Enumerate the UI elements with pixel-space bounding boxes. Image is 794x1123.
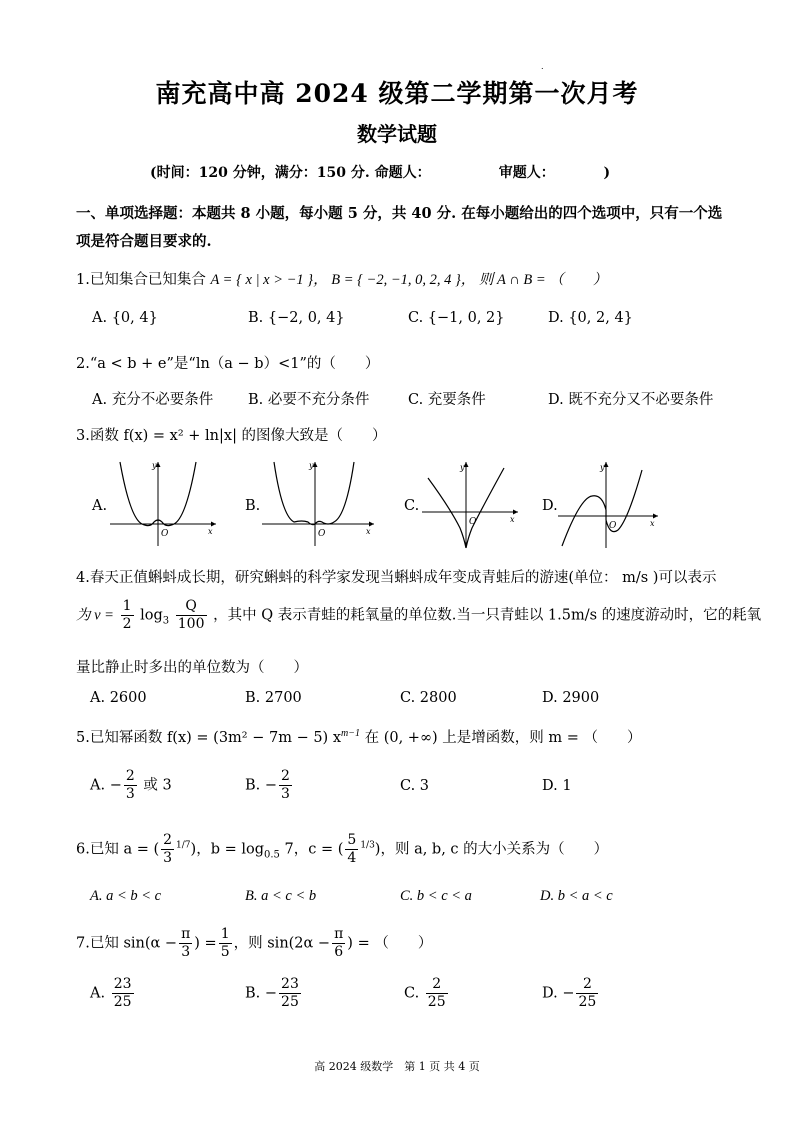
q6-option-d: D. b < a < c bbox=[540, 888, 613, 904]
page-footer: 高 2024 级数学 第 1 页 共 4 页 bbox=[314, 1060, 480, 1073]
question-2: 2.“a < b + e”是“ln（a − b）<1”的（ ） bbox=[76, 356, 380, 372]
q5-option-c: C. 3 bbox=[400, 778, 430, 794]
q4-line-2-post: ，其中 Q 表示青蛙的耗氧量的单位数.当一只青蛙以 1.5m/s 的速度游动时，它的耗氧 bbox=[213, 607, 762, 624]
q5-option-b: B. − $\frac{2}{3}$ bbox=[245, 768, 290, 802]
q4-fraction-q: $\frac{Q}{100}$ bbox=[177, 598, 205, 632]
q4-option-c: C. 2800 bbox=[400, 690, 457, 706]
section-heading: 一、单项选择题：本题共 8 小题，每小题 5 分，共 40 分. 在每小题给出的四个选项中，只有一个选项是符合题目要求的. bbox=[76, 205, 723, 250]
q1-option-d: D. {0, 2, 4} bbox=[548, 310, 633, 326]
q3-graph-c bbox=[420, 458, 522, 550]
q6-option-c: C. b < c < a bbox=[400, 888, 472, 904]
svg-text:O: O bbox=[469, 517, 477, 527]
q4-log: log bbox=[140, 607, 163, 624]
q4-log-base: 3 bbox=[162, 615, 170, 627]
exam-subtitle: 数学试题 bbox=[357, 122, 437, 146]
exam-title: 南充高中高 2024 级第二学期第一次月考 bbox=[155, 79, 639, 108]
q2-option-d: D. 既不充分又不必要条件 bbox=[548, 392, 714, 408]
question-7: 7.已知 sin(α − $\frac{\pi}{3}$ ) = $\frac{1}{5}$ ，则 sin(2α − $\frac{\pi}{6}$ ) = （ ） bbox=[76, 926, 433, 960]
svg-text:y: y bbox=[600, 463, 605, 472]
q4-option-b: B. 2700 bbox=[245, 690, 302, 706]
q4-option-d: D. 2900 bbox=[542, 690, 600, 706]
svg-text:x: x bbox=[650, 519, 655, 528]
q6-option-a: A. a < b < c bbox=[90, 888, 162, 904]
svg-text:O: O bbox=[318, 529, 326, 539]
q3-label-b: B. bbox=[245, 498, 261, 514]
q4-option-a: A. 2600 bbox=[90, 690, 147, 706]
q3-label-d: D. bbox=[542, 498, 558, 514]
q5-option-d: D. 1 bbox=[542, 778, 572, 794]
q1-option-c: C. {−1, 0, 2} bbox=[408, 310, 505, 326]
q4-v-prefix: 为 v = bbox=[76, 607, 114, 624]
q4-fraction-half: $\frac{1}{2}$ bbox=[122, 598, 132, 632]
q6-option-b: B. a < c < b bbox=[245, 888, 317, 904]
q7-option-c: C. $\frac{2}{25}$ bbox=[404, 976, 446, 1010]
question-4-line-2 bbox=[76, 598, 761, 633]
question-1 bbox=[76, 268, 607, 289]
svg-text:y: y bbox=[152, 461, 157, 470]
q1-option-b: B. {−2, 0, 4} bbox=[248, 310, 345, 326]
question-3: 3.函数 f(x) = x² + ln|x| 的图像大致是（ ） bbox=[76, 428, 387, 444]
q5-exponent: m−1 bbox=[341, 728, 360, 740]
question-1-prefix: 1.已知集合已知集合 bbox=[76, 272, 206, 288]
q3-graph-d bbox=[556, 458, 662, 550]
question-4-line-1: 4.春天正值蝌蚪成长期，研究蝌蚪的科学家发现当蝌蚪成年变成青蛙后的游速(单位： m/s )可以表示 bbox=[76, 570, 717, 586]
question-6: 6.已知 a = ( $\frac{2}{3}$ $^{1/7}$)，$b = \log_{0.5} 7$，c = ( $\frac{5}{4}$ $^{1/3}$)，则 a, b, c 的大小关系为（ ） bbox=[76, 832, 609, 866]
q3-graph-a bbox=[108, 458, 220, 550]
q7-option-a: A. $\frac{23}{25}$ bbox=[90, 976, 132, 1010]
question-5 bbox=[76, 726, 642, 747]
q2-option-a: A. 充分不必要条件 bbox=[92, 392, 214, 408]
question-1-expr: A = { x | x > −1 }， B = { −2, −1, 0, 2, 4 }， 则 A ∩ B = （ ） bbox=[210, 272, 608, 288]
svg-text:O: O bbox=[161, 529, 169, 539]
q5-stem-post: 在 (0, +∞) 上是增函数，则 m = （ ） bbox=[359, 730, 642, 746]
svg-text:x: x bbox=[366, 527, 371, 536]
question-4-line-3: 量比静止时多出的单位数为（ ） bbox=[76, 660, 308, 676]
q7-option-b: B. − $\frac{23}{25}$ bbox=[245, 976, 299, 1010]
q7-option-d: D. − $\frac{2}{25}$ bbox=[542, 976, 597, 1010]
q5-option-a: A. − $\frac{2}{3}$ 或 3 bbox=[90, 768, 172, 802]
q5-stem: 5.已知幂函数 f(x) = (3m² − 7m − 5) x bbox=[76, 730, 341, 746]
svg-text:x: x bbox=[510, 515, 515, 524]
q3-graph-b bbox=[260, 458, 378, 550]
q2-option-b: B. 必要不充分条件 bbox=[248, 392, 370, 408]
stray-dot: . bbox=[541, 62, 544, 71]
q3-label-c: C. bbox=[404, 498, 420, 514]
q3-label-a: A. bbox=[92, 498, 108, 514]
svg-text:y: y bbox=[309, 461, 314, 470]
svg-text:x: x bbox=[208, 527, 213, 536]
q2-option-c: C. 充要条件 bbox=[408, 392, 486, 408]
q1-option-a: A. {0, 4} bbox=[92, 310, 158, 326]
svg-text:O: O bbox=[609, 521, 617, 531]
svg-text:y: y bbox=[460, 463, 465, 472]
exam-info: (时间：120 分钟，满分：150 分. 命题人： 审题人： ) bbox=[150, 165, 611, 181]
